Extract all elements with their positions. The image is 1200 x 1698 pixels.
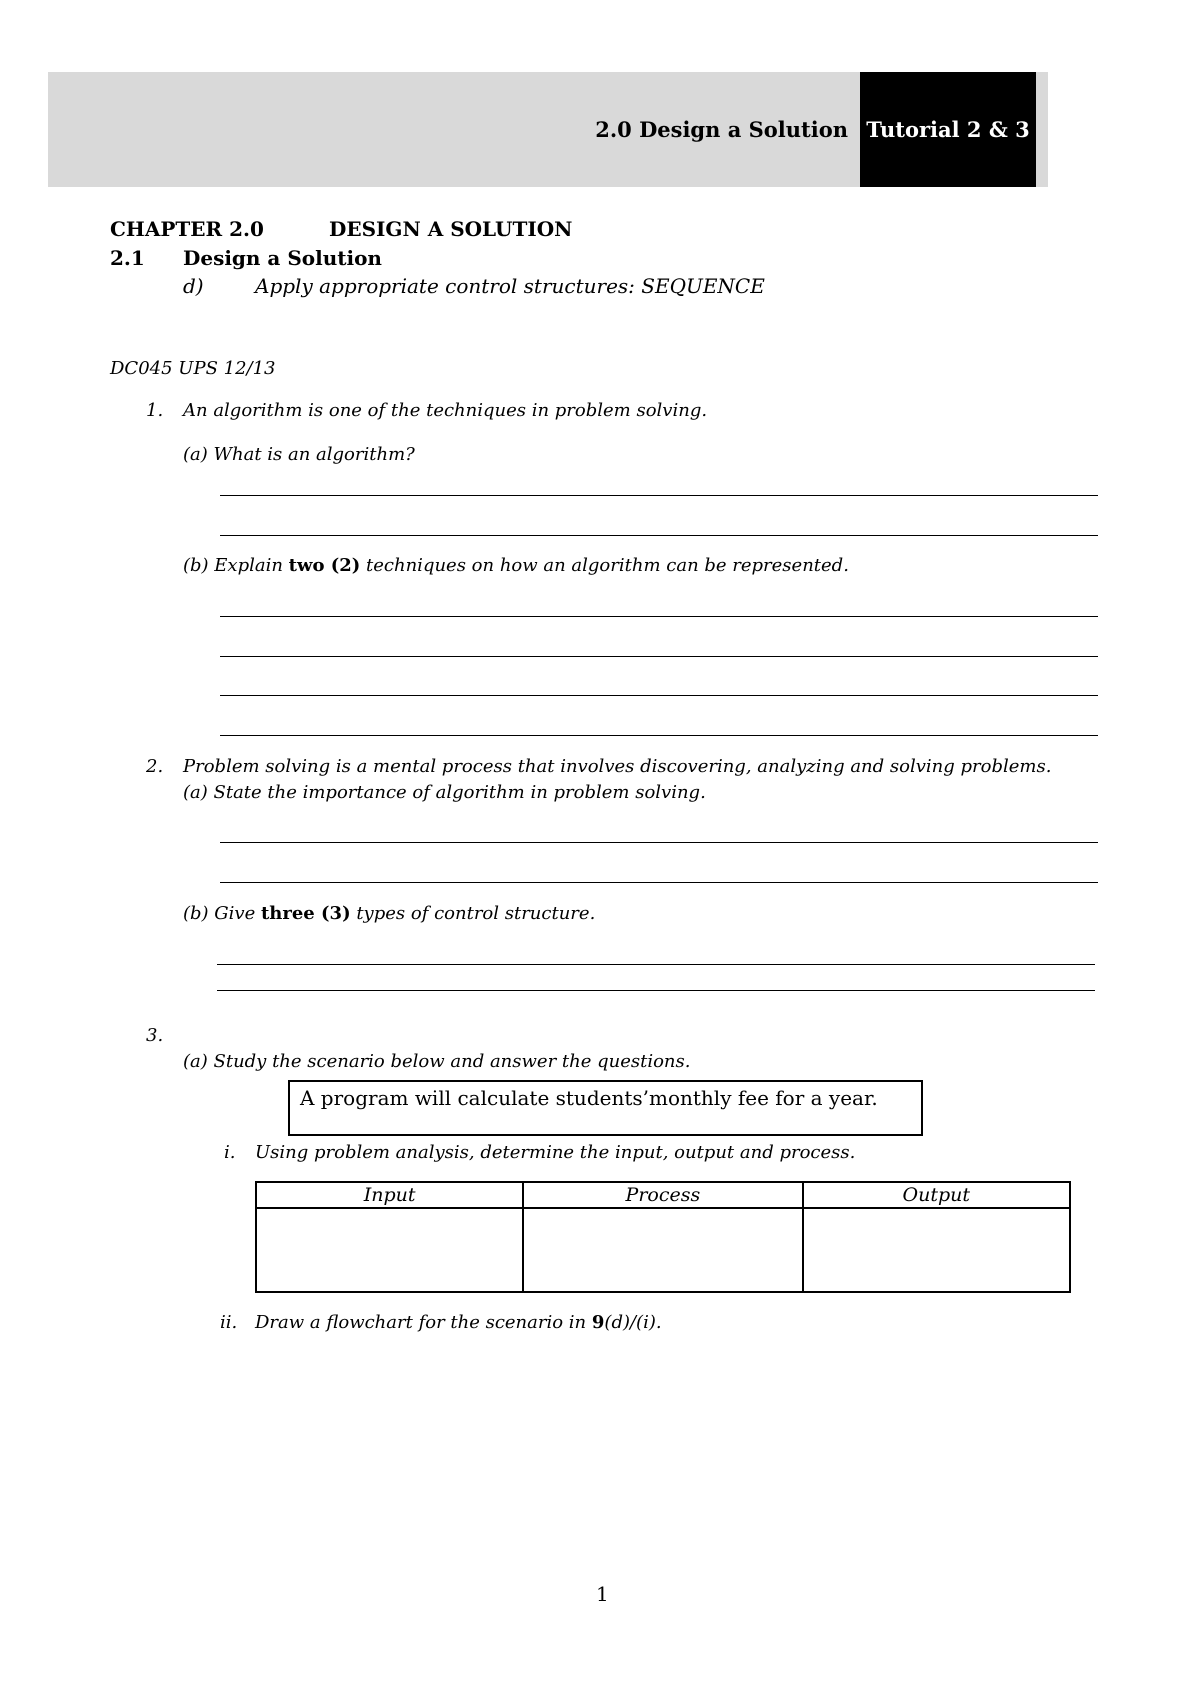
- q3-i-text: Using problem analysis, determine the input, output and process.: [255, 1142, 856, 1163]
- q1-stem: An algorithm is one of the techniques in problem solving.: [183, 400, 708, 421]
- column-header-input: Input: [256, 1182, 523, 1208]
- ipo-table: [255, 1181, 1071, 1293]
- column-header-output: Output: [803, 1182, 1070, 1208]
- tutorial-badge: [860, 72, 1036, 187]
- process-cell: [523, 1208, 802, 1292]
- answer-line: [217, 990, 1095, 991]
- q3-ii-number: ii.: [220, 1312, 238, 1333]
- q2a-text: (a) State the importance of algorithm in problem solving.: [183, 782, 706, 803]
- q2-number: 2.: [146, 756, 164, 777]
- header-title: 2.0 Design a Solution: [595, 117, 848, 142]
- q1b-text: (b) Explain two (2) techniques on how an algorithm can be represented.: [183, 555, 849, 576]
- answer-line: [220, 882, 1098, 883]
- chapter-label: CHAPTER 2.0: [110, 217, 264, 241]
- page-number: 1: [596, 1582, 609, 1606]
- section-title: Design a Solution: [183, 246, 382, 270]
- source-reference: DC045 UPS 12/13: [110, 358, 276, 379]
- tutorial-label: Tutorial 2 & 3: [866, 117, 1030, 142]
- input-cell: [256, 1208, 523, 1292]
- table-row: [256, 1208, 1070, 1292]
- q1-number: 1.: [146, 400, 164, 421]
- answer-line: [220, 535, 1098, 536]
- section-number: 2.1: [110, 246, 145, 270]
- q1a-text: (a) What is an algorithm?: [183, 444, 415, 465]
- q2-stem: Problem solving is a mental process that involves discovering, analyzing and solving problems.: [183, 756, 1052, 777]
- subsection-letter: d): [183, 274, 204, 298]
- output-cell: [803, 1208, 1070, 1292]
- scenario-box: [288, 1080, 923, 1136]
- q2b-text: (b) Give three (3) types of control structure.: [183, 903, 596, 924]
- scenario-text: A program will calculate students’monthly fee for a year.: [300, 1086, 878, 1110]
- q3-number: 3.: [146, 1025, 164, 1046]
- column-header-process: Process: [523, 1182, 802, 1208]
- answer-line: [220, 695, 1098, 696]
- subsection-text: Apply appropriate control structures: SEQUENCE: [255, 274, 765, 298]
- answer-line: [220, 656, 1098, 657]
- answer-line: [220, 735, 1098, 736]
- answer-line: [217, 964, 1095, 965]
- answer-line: [220, 495, 1098, 496]
- q3a-text: (a) Study the scenario below and answer the questions.: [183, 1051, 691, 1072]
- answer-line: [220, 842, 1098, 843]
- q3-ii-text: Draw a flowchart for the scenario in 9(d)/(i).: [255, 1312, 662, 1333]
- q3-i-number: i.: [224, 1142, 236, 1163]
- answer-line: [220, 616, 1098, 617]
- chapter-title: DESIGN A SOLUTION: [329, 217, 573, 241]
